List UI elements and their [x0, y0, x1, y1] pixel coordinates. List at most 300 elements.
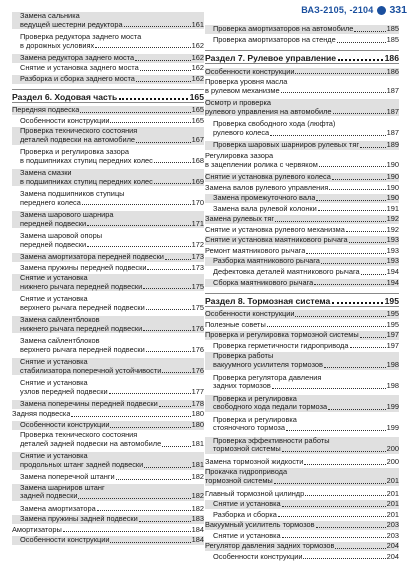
toc-entry[interactable]	[205, 68, 399, 77]
dot-leader	[332, 302, 382, 304]
entry-title-continuation	[213, 382, 399, 391]
entry-title-continuation	[213, 445, 399, 454]
entry-page-number: 162	[191, 40, 204, 50]
dot-leader	[282, 537, 386, 538]
entry-page-number: 194	[386, 277, 399, 287]
entry-page-number: 197	[386, 330, 399, 340]
entry-page-number: 198	[386, 381, 399, 391]
entry-title-line: нижнего рычага передней подвески	[20, 282, 143, 291]
entry-title: Задняя подвеска	[12, 410, 71, 419]
entry-title-continuation	[20, 367, 204, 376]
dot-leader	[147, 269, 190, 270]
dot-leader	[146, 351, 191, 352]
toc-entry[interactable]	[205, 184, 399, 193]
dot-leader	[332, 179, 386, 180]
entry-page-number: 194	[386, 267, 399, 277]
entry-page-number: 185	[386, 34, 399, 44]
toc-entry[interactable]	[12, 253, 204, 262]
entry-title-continuation	[20, 388, 204, 397]
toc-entry[interactable]	[205, 321, 399, 330]
entry-title-continuation	[20, 157, 204, 166]
toc-entry[interactable]	[12, 169, 204, 186]
section-title: Раздел 6. Ходовая часть	[12, 91, 118, 102]
entry-page-number: 185	[386, 24, 399, 34]
entry-title-continuation	[20, 241, 204, 250]
entry-title-line: узлов передней подвески	[20, 387, 108, 396]
entry-title: Замена тормозной жидкости	[205, 457, 304, 466]
entry-page-number: 182	[191, 491, 204, 501]
toc-entry[interactable]	[12, 190, 204, 207]
dot-leader	[267, 326, 386, 327]
toc-entry[interactable]	[12, 431, 204, 448]
entry-title: Полезные советы	[205, 320, 266, 329]
dot-leader	[139, 521, 191, 522]
dot-leader	[337, 42, 386, 43]
toc-left-column	[12, 0, 204, 570]
dot-leader	[275, 221, 386, 222]
entry-page-number: 193	[386, 256, 399, 266]
entry-title-continuation	[213, 129, 399, 138]
entry-page-number: 176	[191, 344, 204, 354]
dot-leader	[162, 446, 190, 447]
dot-leader	[295, 316, 385, 317]
dot-leader	[338, 59, 383, 61]
entry-page-number: 167	[191, 134, 204, 144]
entry-page-number: 197	[386, 340, 399, 350]
entry-title-line: Замена подшипников ступицы	[20, 189, 125, 199]
entry-title-continuation	[213, 403, 399, 412]
entry-page-number: 190	[386, 193, 399, 203]
dot-leader	[82, 204, 191, 205]
section-heading[interactable]	[12, 89, 204, 103]
entry-title-continuation	[20, 346, 204, 355]
dot-leader	[324, 367, 386, 368]
entry-page-number: 165	[191, 105, 204, 115]
entry-page-number: 168	[191, 155, 204, 165]
toc-entry[interactable]	[205, 205, 399, 214]
dot-leader	[124, 26, 191, 27]
entry-title-line: задних тормозов	[213, 382, 271, 391]
toc-entry[interactable]	[12, 410, 204, 419]
toc-entry[interactable]	[12, 127, 204, 144]
section-page-number: 195	[384, 295, 399, 306]
dot-leader	[319, 166, 386, 167]
dot-leader	[316, 527, 386, 528]
dot-leader	[87, 246, 191, 247]
entry-page-number: 200	[386, 444, 399, 454]
toc-entry[interactable]	[205, 352, 399, 369]
entry-page-number: 201	[386, 499, 399, 509]
entry-title-line: продольных штанг задней подвески	[20, 460, 144, 469]
toc-entry[interactable]	[12, 473, 204, 482]
entry-page-number: 203	[386, 520, 399, 530]
toc-entry[interactable]	[12, 232, 204, 249]
dot-leader	[354, 31, 385, 32]
dot-leader	[281, 92, 386, 93]
entry-title-continuation	[205, 87, 399, 96]
dot-leader	[306, 253, 385, 254]
toc-entry[interactable]	[205, 458, 399, 467]
dot-leader	[146, 309, 191, 310]
dot-leader	[286, 430, 386, 431]
dot-leader	[143, 330, 190, 331]
entry-title-line: вакуумного усилителя тормозов	[213, 361, 323, 370]
entry-title-line: Проверка регулятора давления	[213, 372, 322, 382]
toc-entry[interactable]	[205, 194, 399, 203]
entry-title-continuation	[20, 178, 204, 187]
entry-page-number: 193	[386, 235, 399, 245]
dot-leader	[95, 47, 190, 48]
entry-title-continuation	[213, 424, 399, 433]
entry-page-number: 201	[386, 509, 399, 519]
entry-title: Снятие и установка рулевого колеса	[205, 173, 331, 182]
entry-title-line: в подшипниках ступиц передних колес	[20, 177, 153, 186]
entry-page-number: 176	[191, 365, 204, 375]
toc-entry[interactable]	[12, 358, 204, 375]
entry-title: Снятие и установка	[213, 500, 281, 509]
entry-title-line: Проверка редуктора заднего моста	[20, 31, 142, 41]
entry-title-continuation	[205, 477, 399, 486]
toc-entry[interactable]	[205, 141, 399, 150]
dot-leader	[282, 506, 386, 507]
entry-title-line: Регулировка зазора	[205, 151, 274, 161]
toc-entry[interactable]	[12, 106, 204, 115]
entry-title-line: в зацеплении ролика с червяком	[205, 160, 318, 169]
entry-title: Проверка амортизаторов на стенде	[213, 35, 336, 44]
dot-leader	[136, 81, 191, 82]
toc-entry[interactable]	[205, 247, 399, 256]
entry-page-number: 184	[191, 524, 204, 534]
toc-entry[interactable]	[205, 215, 399, 224]
entry-title: Замена амортизатора	[20, 504, 96, 513]
toc-entry[interactable]	[12, 54, 204, 63]
toc-entry[interactable]	[12, 211, 204, 228]
entry-title-line: Снятие и установка	[20, 357, 88, 366]
toc-entry[interactable]	[205, 490, 399, 499]
toc-entry[interactable]	[12, 316, 204, 333]
entry-title-line: верхнего рычага передней подвески	[20, 345, 145, 354]
entry-title: Замена пружины задней подвески	[20, 515, 138, 524]
entry-title-line: Проверка работы	[213, 351, 274, 361]
entry-page-number: 195	[386, 309, 399, 319]
toc-entry[interactable]	[205, 226, 399, 235]
section-heading[interactable]	[205, 50, 399, 64]
entry-page-number: 171	[191, 218, 204, 228]
toc-entry[interactable]	[12, 505, 204, 514]
toc-entry[interactable]	[12, 33, 204, 50]
toc-entry[interactable]	[205, 374, 399, 391]
entry-title-line: Замена шаровой опоры	[20, 231, 103, 241]
dot-leader	[349, 242, 386, 243]
dot-leader	[144, 467, 190, 468]
entry-title-continuation	[20, 461, 204, 470]
entry-title: Снятие и установка заднего моста	[20, 64, 139, 73]
toc-entry[interactable]	[12, 484, 204, 501]
entry-page-number: 162	[191, 52, 204, 62]
entry-title-line: Проверка уровня масла	[205, 77, 288, 87]
entry-page-number: 162	[191, 73, 204, 83]
toc-entry[interactable]	[205, 437, 399, 454]
toc-entry[interactable]	[12, 264, 204, 273]
toc-entry[interactable]	[205, 342, 399, 351]
entry-title: Амортизаторы	[12, 525, 62, 534]
entry-title-line: Проверка технического состояния	[20, 430, 138, 440]
dot-leader	[135, 60, 191, 61]
entry-title-line: деталей задней подвески на автомобиле	[20, 439, 162, 448]
entry-title: Снятие и установка рулевого механизма	[205, 225, 345, 234]
dot-leader	[140, 70, 191, 71]
toc-entry[interactable]	[205, 99, 399, 116]
entry-title-line: деталей подвески на автомобиле	[20, 135, 136, 144]
toc-entry[interactable]	[205, 542, 399, 551]
dot-leader	[282, 451, 386, 452]
entry-title-line: Замена сальника	[20, 11, 80, 20]
entry-page-number: 192	[386, 224, 399, 234]
entry-title-line: Замена шарниров штанг	[20, 482, 105, 492]
entry-title-line: Осмотр и проверка	[205, 98, 271, 108]
entry-page-number: 190	[386, 159, 399, 169]
entry-title: Замена вала рулевой колонки	[213, 204, 317, 213]
entry-title-continuation	[20, 325, 204, 334]
section-page-number: 186	[384, 53, 399, 64]
dot-leader	[165, 259, 191, 260]
toc-entry[interactable]	[12, 337, 204, 354]
dot-leader	[97, 510, 191, 511]
entry-title: Передняя подвеска	[12, 106, 80, 115]
entry-title: Особенности конструкции	[213, 552, 303, 561]
entry-page-number: 203	[386, 530, 399, 540]
toc-entry[interactable]	[205, 395, 399, 412]
entry-page-number: 180	[191, 419, 204, 429]
toc-entry[interactable]	[12, 452, 204, 469]
dot-leader	[318, 210, 386, 211]
entry-page-number: 204	[386, 541, 399, 551]
entry-title-continuation	[20, 220, 204, 229]
toc-entry[interactable]	[12, 295, 204, 312]
book-title: ВАЗ-2105, -2104	[301, 5, 374, 15]
entry-page-number: 173	[191, 262, 204, 272]
entry-title-line: верхнего рычага передней подвески	[20, 303, 145, 312]
entry-title-line: свободного хода педали тормоза	[213, 403, 328, 412]
dot-leader	[274, 483, 386, 484]
toc-entry[interactable]	[205, 152, 399, 169]
entry-title-line: задней подвески	[20, 492, 78, 501]
entry-title-line: рулевого управления на автомобиле	[205, 107, 332, 116]
entry-page-number: 190	[386, 182, 399, 192]
dot-leader	[110, 427, 190, 428]
entry-title: Снятие и установка маятникового рычага	[205, 236, 348, 245]
entry-title: Проверка шаровых шарниров рулевых тяг	[213, 141, 360, 150]
entry-title: Проверка амортизаторов на автомобиле	[213, 25, 354, 34]
entry-title: Особенности конструкции	[20, 536, 110, 545]
dot-leader	[159, 406, 191, 407]
entry-title-line: Прокачка гидропривода	[205, 467, 288, 477]
toc-entry[interactable]	[205, 257, 399, 266]
entry-page-number: 204	[386, 551, 399, 561]
entry-title: Дефектовка деталей маятникового рычага	[213, 268, 360, 277]
section-title: Раздел 8. Тормозная система	[205, 295, 331, 306]
dot-leader	[314, 284, 385, 285]
entry-title-line: Замена шарового шарнира	[20, 210, 114, 220]
entry-page-number: 176	[191, 323, 204, 333]
toc-entry[interactable]	[12, 12, 204, 29]
entry-title-line: стабилизатора поперечной устойчивости	[20, 366, 162, 375]
dot-leader	[71, 416, 190, 417]
dot-leader	[316, 200, 385, 201]
entry-page-number: 181	[191, 438, 204, 448]
entry-page-number: 187	[386, 85, 399, 95]
entry-title-line: передней подвески	[20, 219, 87, 228]
toc-entry[interactable]	[12, 515, 204, 524]
entry-title-line: в дорожных условиях	[20, 41, 95, 50]
entry-title-continuation	[20, 21, 204, 30]
entry-title-continuation	[20, 199, 204, 208]
entry-title: Особенности конструкции	[20, 420, 110, 429]
entry-title: Разборка маятникового рычага	[213, 257, 320, 266]
dot-leader	[78, 498, 190, 499]
toc-entry[interactable]	[12, 64, 204, 73]
toc-entry[interactable]	[12, 400, 204, 409]
dot-leader	[350, 347, 386, 348]
entry-title: Замена пружины передней подвески	[20, 263, 147, 272]
entry-title: Проверка герметичности гидропривода	[213, 341, 349, 350]
toc-entry[interactable]	[205, 173, 399, 182]
entry-title: Разборка и сборка заднего моста	[20, 74, 135, 83]
toc-entry[interactable]	[12, 148, 204, 165]
dot-leader	[328, 409, 386, 410]
toc-entry[interactable]	[205, 532, 399, 541]
entry-page-number: 182	[191, 503, 204, 513]
entry-page-number: 165	[191, 115, 204, 125]
entry-page-number: 162	[191, 63, 204, 73]
entry-page-number: 190	[386, 172, 399, 182]
entry-page-number: 181	[191, 459, 204, 469]
toc-entry[interactable]	[12, 421, 204, 430]
entry-page-number: 177	[191, 386, 204, 396]
toc-entry[interactable]	[205, 36, 399, 45]
toc-entry[interactable]	[12, 536, 204, 545]
entry-title: Снятие и установка	[213, 531, 281, 540]
section-title: Раздел 7. Рулевое управление	[205, 53, 337, 64]
dot-leader	[154, 162, 191, 163]
dot-leader	[162, 372, 190, 373]
entry-title: Регулятор давления задних тормозов	[205, 542, 335, 551]
entry-title: Замена амортизатора передней подвески	[20, 253, 164, 262]
dot-leader	[110, 542, 190, 543]
toc-entry[interactable]	[12, 75, 204, 84]
toc-entry[interactable]	[12, 526, 204, 535]
entry-page-number: 201	[386, 476, 399, 486]
entry-title-continuation	[205, 161, 399, 170]
entry-title-line: Проверка свободного хода (люфта)	[213, 119, 336, 129]
toc-entry[interactable]	[12, 379, 204, 396]
entry-title-line: Снятие и установка	[20, 377, 88, 387]
entry-title-line: в подшипниках ступиц передних колес	[20, 156, 153, 165]
dot-leader	[136, 142, 191, 143]
entry-title-continuation	[20, 283, 204, 292]
toc-entry[interactable]	[205, 78, 399, 95]
entry-page-number: 201	[386, 488, 399, 498]
entry-title: Особенности конструкции	[205, 67, 295, 76]
entry-title-line: стояночного тормоза	[213, 424, 286, 433]
dot-leader	[63, 531, 191, 532]
toc-entry[interactable]	[205, 511, 399, 520]
entry-page-number: 189	[386, 140, 399, 150]
entry-page-number: 199	[386, 402, 399, 412]
entry-title-line: Замена сайлентблоков	[20, 336, 100, 346]
entry-title-line: ведущей шестерни редуктора	[20, 20, 123, 29]
entry-page-number: 200	[386, 456, 399, 466]
entry-page-number: 193	[386, 245, 399, 255]
entry-page-number: 170	[191, 197, 204, 207]
toc-entry[interactable]	[205, 310, 399, 319]
dot-leader	[321, 263, 386, 264]
toc-entry[interactable]	[12, 117, 204, 126]
entry-title: Замена валов рулевого управления	[205, 183, 329, 192]
dot-leader	[87, 225, 191, 226]
toc-entry[interactable]	[205, 120, 399, 137]
entry-page-number: 173	[191, 252, 204, 262]
entry-title-line: переднего колеса	[20, 198, 81, 207]
entry-page-number: 178	[191, 398, 204, 408]
entry-title-continuation	[205, 108, 399, 117]
toc-entry[interactable]	[205, 268, 399, 277]
toc-entry[interactable]	[205, 521, 399, 530]
entry-title-line: Замена смазки	[20, 168, 72, 178]
dot-leader	[303, 558, 385, 559]
toc-entry[interactable]	[205, 553, 399, 562]
dot-leader	[335, 548, 385, 549]
toc-right-column	[205, 0, 399, 570]
entry-title: Разборка и сборка	[213, 510, 277, 519]
entry-title-line: тормозной системы	[213, 445, 281, 454]
toc-entry[interactable]	[205, 331, 399, 340]
dot-leader	[361, 274, 386, 275]
dot-leader	[110, 122, 190, 123]
toc-entry[interactable]	[205, 25, 399, 34]
dot-leader	[278, 516, 386, 517]
dot-leader	[304, 464, 385, 465]
entry-title: Особенности конструкции	[205, 310, 295, 319]
entry-page-number: 182	[191, 472, 204, 482]
dot-leader	[116, 479, 191, 480]
entry-page-number: 175	[191, 302, 204, 312]
entry-title-continuation	[213, 361, 399, 370]
toc-entry[interactable]	[205, 279, 399, 288]
entry-title-line: нижнего рычага передней подвески	[20, 324, 143, 333]
toc-entry[interactable]	[205, 416, 399, 433]
entry-title-continuation	[20, 440, 204, 449]
entry-title-line: Проверка и регулировка зазора	[20, 147, 129, 157]
entry-title-continuation	[20, 492, 204, 501]
entry-title: Особенности конструкции	[20, 116, 110, 125]
toc-entry[interactable]	[205, 468, 399, 485]
entry-page-number: 172	[191, 239, 204, 249]
entry-title: Замена редуктора заднего моста	[20, 53, 135, 62]
entry-page-number: 183	[191, 514, 204, 524]
toc-entry[interactable]	[12, 274, 204, 291]
dot-leader	[333, 113, 386, 114]
entry-page-number: 191	[386, 203, 399, 213]
toc-entry[interactable]	[205, 500, 399, 509]
entry-title-line: Снятие и установка	[20, 294, 88, 304]
entry-page-number: 175	[191, 281, 204, 291]
entry-title-line: Снятие и установка	[20, 273, 88, 283]
section-heading[interactable]	[205, 293, 399, 307]
dot-leader	[305, 495, 385, 496]
entry-title: Сборка маятникового рычага	[213, 278, 314, 287]
toc-entry[interactable]	[205, 236, 399, 245]
